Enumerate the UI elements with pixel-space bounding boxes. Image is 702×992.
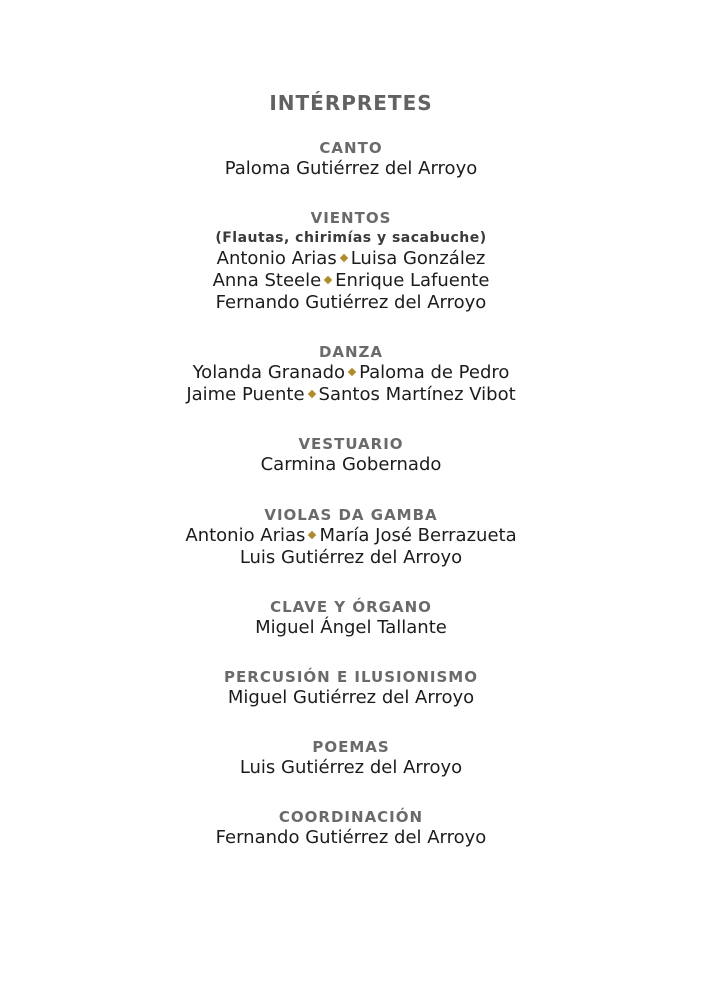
performer-line [0,292,702,314]
performer-name: Carmina Gobernado [260,454,442,475]
section-clave-y-organo [0,597,702,639]
performer-name: Paloma Gutiérrez del Arroyo [224,158,478,179]
diamond-separator-icon [308,530,316,538]
performer-name: Fernando Gutiérrez del Arroyo [215,827,487,848]
page-title: INTÉRPRETES [269,91,433,115]
section-heading: DANZA [318,343,384,361]
performer-line [0,384,702,406]
section-subheading: (Flautas, chirimías y sacabuche) [215,230,487,246]
performer-name: Antonio Arias [216,248,337,269]
performer-name: Yolanda Granado [192,362,346,383]
section-canto [0,138,702,180]
section-heading: POEMAS [312,738,390,756]
performer-name: Luisa González [350,248,486,269]
section-heading: COORDINACIÓN [278,808,424,826]
performer-name: Luis Gutiérrez del Arroyo [239,757,463,778]
performer-name: Miguel Ángel Tallante [255,617,447,638]
section-vestuario [0,434,702,476]
performer-name: Miguel Gutiérrez del Arroyo [227,687,475,708]
performer-line [0,687,702,709]
diamond-separator-icon [307,389,315,397]
section-violas-da-gamba [0,505,702,569]
performer-name: Luis Gutiérrez del Arroyo [239,547,463,568]
performer-line [0,617,702,639]
performer-line [0,362,702,384]
section-heading: PERCUSIÓN E ILUSIONISMO [224,668,478,686]
performer-line [0,270,702,292]
section-heading: VIOLAS DA GAMBA [264,506,438,524]
performer-line [0,547,702,569]
performer-name: Fernando Gutiérrez del Arroyo [215,292,487,313]
section-heading: VESTUARIO [298,435,404,453]
section-coordinacion [0,807,702,849]
performer-name: Santos Martínez Vibot [318,384,516,405]
performer-name: Paloma de Pedro [359,362,510,383]
section-heading: CLAVE Y ÓRGANO [270,598,432,616]
section-percusion-e-ilusionismo [0,667,702,709]
section-danza [0,342,702,406]
performer-name: Anna Steele [212,270,322,291]
performer-line [0,827,702,849]
diamond-separator-icon [348,367,356,375]
section-poemas [0,737,702,779]
performer-line [0,454,702,476]
performer-name: Enrique Lafuente [335,270,490,291]
section-heading: CANTO [319,139,383,157]
performer-name: Jaime Puente [186,384,305,405]
diamond-separator-icon [324,275,332,283]
performer-name: María José Berrazueta [319,525,517,546]
section-heading: VIENTOS [310,209,392,227]
performer-name: Antonio Arias [185,525,306,546]
section-vientos [0,208,702,314]
diamond-separator-icon [339,253,347,261]
performer-line [0,525,702,547]
performer-line [0,158,702,180]
performer-line [0,248,702,270]
performer-line [0,757,702,779]
